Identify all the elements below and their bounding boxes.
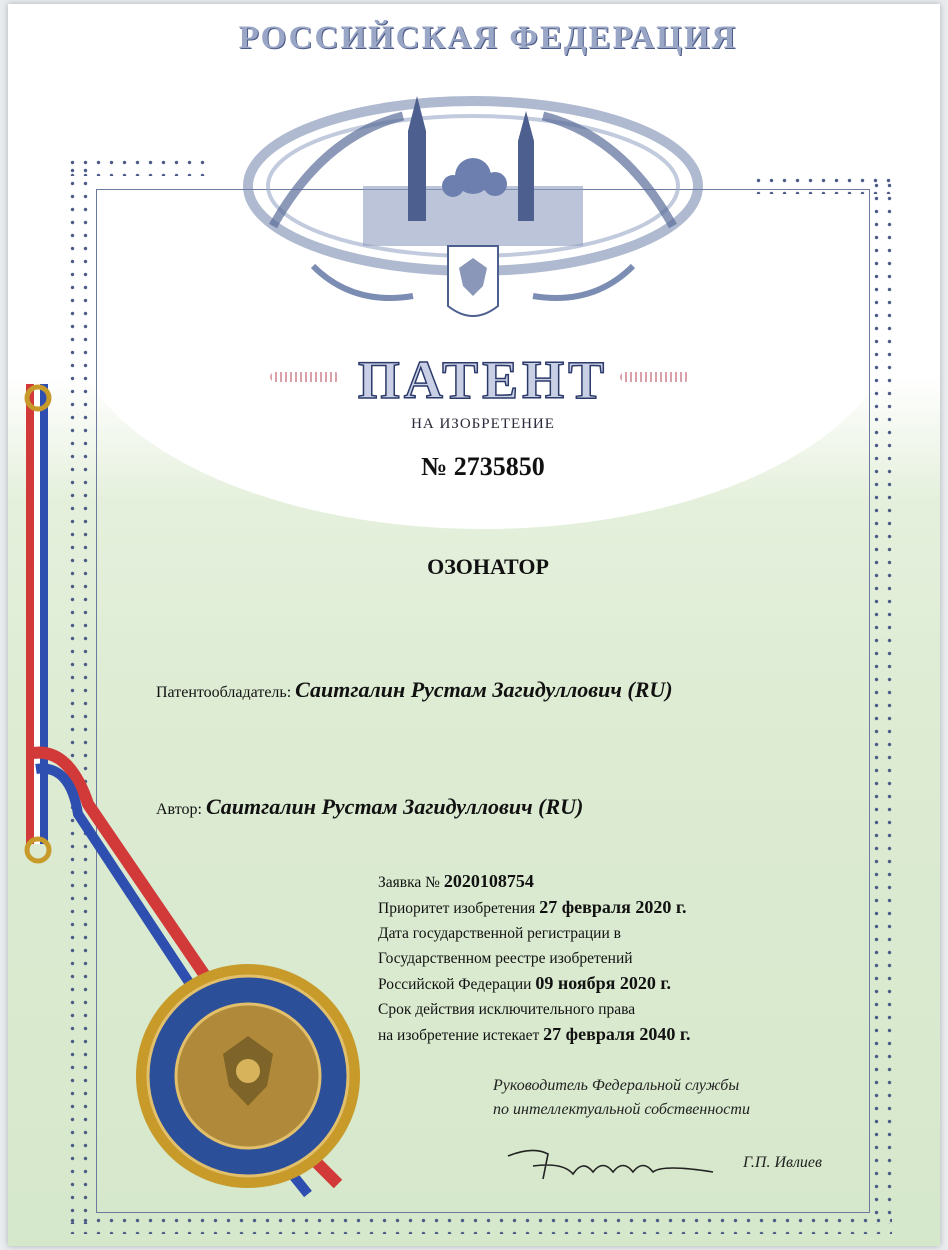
patent-left-ornament — [270, 372, 340, 382]
signatory-position-line-2: по интеллектуальной собственности — [493, 1101, 750, 1118]
application-label: Заявка № — [378, 874, 440, 891]
signatory-position — [493, 1074, 813, 1122]
patent-holder-value: Саитгалин Рустам Загидуллович (RU) — [295, 677, 673, 702]
application-value: 2020108754 — [443, 871, 534, 891]
registration-line-1: Дата государственной регистрации в — [378, 925, 621, 942]
registration-label: Российской Федерации — [378, 976, 532, 993]
priority-value: 27 февраля 2020 г. — [539, 897, 687, 917]
priority-label: Приоритет изобретения — [378, 900, 536, 917]
kremlin-emblem-icon — [233, 76, 713, 346]
patent-heading: ПАТЕНТ — [357, 350, 609, 410]
author — [156, 794, 583, 820]
term-line-1: Срок действия исключительного права — [378, 1001, 636, 1018]
invention-title: ОЗОНАТОР — [427, 554, 549, 579]
author-value: Саитгалин Рустам Загидуллович (RU) — [205, 794, 584, 819]
term-row — [378, 1022, 858, 1048]
frame-border-bottom — [66, 1214, 892, 1234]
application-row — [378, 869, 858, 895]
term-value: 27 февраля 2040 г. — [543, 1024, 691, 1044]
patent-certificate — [8, 4, 940, 1246]
patent-right-ornament — [620, 372, 690, 382]
author-label: Автор: — [156, 801, 202, 818]
patent-number: № 2735850 — [421, 452, 545, 481]
patent-holder — [156, 677, 673, 703]
priority-row — [378, 895, 858, 921]
registration-value: 09 ноября 2020 г. — [535, 973, 672, 993]
term-label: на изобретение истекает — [378, 1027, 540, 1044]
registration-details — [378, 869, 858, 1048]
federal-service-seal-icon — [133, 961, 363, 1191]
patent-subtitle: НА ИЗОБРЕТЕНИЕ — [411, 416, 555, 432]
signatory-name: Г.П. Ивлиев — [743, 1154, 822, 1171]
registration-line-2: Государственном реестре изобретений — [378, 950, 633, 967]
country-title: РОССИЙСКАЯ ФЕДЕРАЦИЯ — [238, 20, 738, 56]
registration-row — [378, 971, 858, 997]
signatory-position-line-1: Руководитель Федеральной службы — [493, 1077, 740, 1094]
patent-holder-label: Патентообладатель: — [156, 684, 292, 701]
handwritten-signature-icon — [503, 1144, 723, 1184]
